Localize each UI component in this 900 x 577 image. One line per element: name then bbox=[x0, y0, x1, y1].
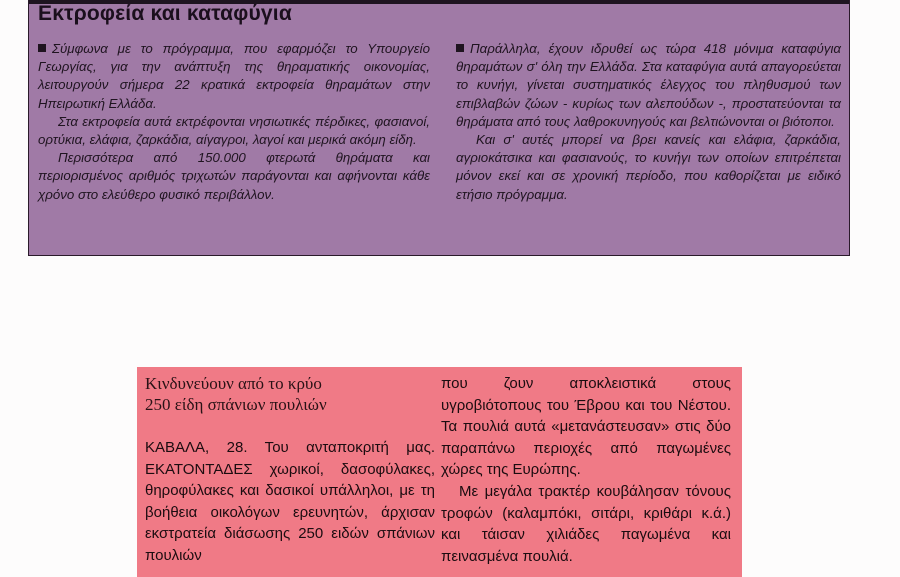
left-column bbox=[38, 40, 430, 204]
paragraph-text: Παράλληλα, έχουν ιδρυθεί ως τώρα 418 μόνιμα καταφύγια θηραμάτων σ' όλη την Ελλάδα. Στα καταφύγια αυτά απαγορεύεται το κυνήγι, γίνεται συστηματικός έλεγχος του πληθυσμού των επιβλαβών ζώων - κυρίως των αλεπούδων -, προστατεύονται τα θηράματα από τους λαθροκυνηγούς και βελτιώνονται οι βιότοποι. bbox=[456, 41, 841, 129]
paragraph: ΚΑΒΑΛΑ, 28. Του ανταποκριτή μας. ΕΚΑΤΟΝΤΑΔΕΣ χωρικοί, δασοφύλακες, θηροφύλακες και δασικοί υπάλληλοι, με τη βοήθεια οικολόγων ερευνητών, άρχισαν εκστρατεία διάσωσης 250 ειδών σπάνιων πουλιών bbox=[145, 439, 435, 564]
paragraph bbox=[38, 40, 430, 113]
right-column bbox=[441, 373, 731, 567]
paragraph: Και σ' αυτές μπορεί να βρει κανείς και ελάφια, ζαρκάδια, αγριοκάτσικα και φασιανούς, το κυνήγι των οποίων επιτρέπεται μόνον εκεί και σε χρονική περίοδο, που καθορίζεται με ειδικό ετήσιο πρόγραμμα. bbox=[456, 132, 841, 202]
paragraph-text: Σύμφωνα με το πρόγραμμα, που εφαρμόζει το Υπουργείο Γεωργίας, για την ανάπτυξη της θηραματικής οικονομίας, λειτουργούν σήμερα 22 κρατικά εκτροφεία θηραμάτων στην Ηπειρωτική Ελλάδα. bbox=[38, 41, 430, 111]
headline-line: Κινδυνεύουν από το κρύο bbox=[145, 374, 322, 393]
paragraph: που ζουν αποκλειστικά στους υγροβιότοπους του Έβρου και του Νέστου. Τα πουλιά αυτά «μετανάστευσαν» στις δύο παραπάνω περιοχές από παγωμένες χώρες της Ευρώπης. bbox=[441, 375, 731, 479]
clipping-breeding-shelters bbox=[28, 0, 850, 256]
clipping-rare-birds bbox=[137, 367, 742, 577]
article-headline bbox=[145, 373, 327, 415]
headline-line: 250 είδη σπάνιων πουλιών bbox=[145, 395, 327, 414]
square-bullet-icon bbox=[456, 44, 464, 52]
paragraph: Περισσότερα από 150.000 φτερωτά θηράματα και περιορισμένος αριθμός τριχωτών παράγονται και αφήνονται κάθε χρόνο στο ελεύθερο φυσικό περιβάλλον. bbox=[38, 150, 430, 202]
left-column bbox=[145, 437, 435, 567]
right-column bbox=[456, 40, 841, 204]
paragraph: Στα εκτροφεία αυτά εκτρέφονται νησιωτικές πέρδικες, φασιανοί, ορτύκια, ελάφια, ζαρκάδια, αίγαγροι, λαγοί και μερικά ακόμη είδη. bbox=[38, 113, 430, 148]
paragraph bbox=[456, 40, 841, 131]
paragraph: Με μεγάλα τρακτέρ κουβάλησαν τόνους τροφών (καλαμπόκι, σιτάρι, κριθάρι κ.ά.) και τάισαν χιλιάδες παγωμένα και πεινασμένα πουλιά. bbox=[441, 482, 731, 565]
clipping-title: Εκτροφεία και καταφύγια bbox=[38, 2, 292, 25]
square-bullet-icon bbox=[38, 44, 46, 52]
